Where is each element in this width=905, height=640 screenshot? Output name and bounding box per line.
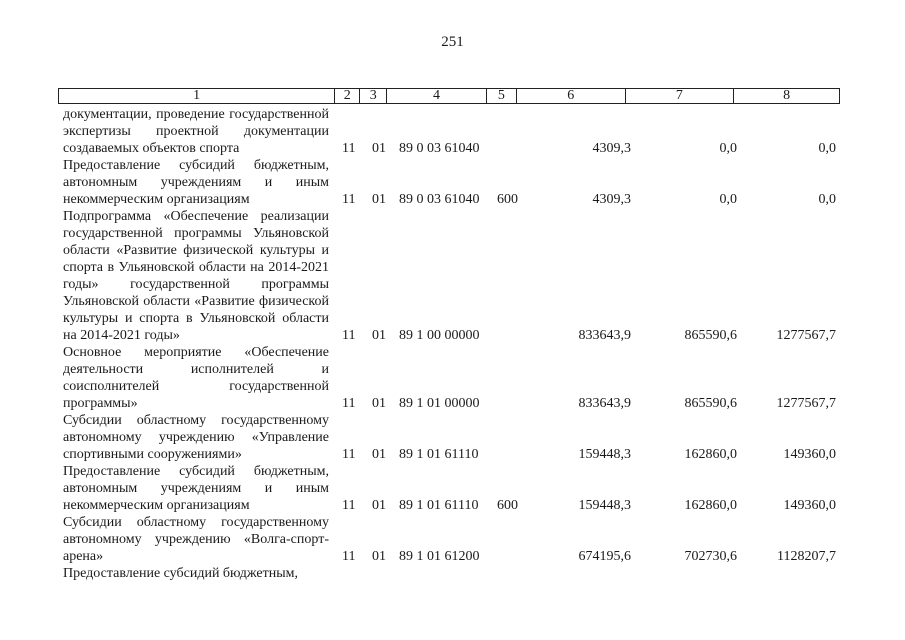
row-subsection: 01 (372, 396, 386, 411)
row-target-code: 89 1 01 61200 (399, 549, 480, 564)
table-header-row (58, 88, 840, 104)
row-value-6: 4309,3 (592, 141, 631, 156)
table-row (0, 208, 905, 344)
table-row (0, 344, 905, 412)
row-value-6: 159448,3 (578, 498, 631, 513)
row-name: Субсидии областному государственному автономному учреждению «Волга-спорт-арена» (63, 515, 329, 564)
row-value-6: 674195,6 (578, 549, 631, 564)
row-value-8: 0,0 (818, 192, 836, 207)
row-subsection: 01 (372, 192, 386, 207)
header-cell-3: 3 (360, 89, 387, 103)
row-section: 11 (342, 141, 356, 156)
row-value-7: 0,0 (719, 192, 737, 207)
row-target-code: 89 1 00 00000 (399, 328, 480, 343)
header-cell-5: 5 (487, 89, 517, 103)
row-section: 11 (342, 498, 356, 513)
header-cell-6: 6 (517, 89, 626, 103)
header-cell-1: 1 (59, 89, 335, 103)
table-row (0, 106, 905, 157)
table-row (0, 157, 905, 208)
row-value-7: 162860,0 (684, 498, 737, 513)
row-subsection: 01 (372, 328, 386, 343)
row-name: Подпрограмма «Обеспечение реализации государственной программы Ульяновской области «Развитие физической культуры и спорта в Ульяновской области на 2014-2021 годы» государственной программы Ульяновской области «Развитие физической культуры и спорта в Ульяновской области на 2014-2021 годы» (63, 209, 329, 343)
row-section: 11 (342, 192, 356, 207)
row-name: Субсидии областному государственному автономному учреждению «Управление спортивными сооружениями» (63, 413, 329, 462)
row-subsection: 01 (372, 549, 386, 564)
row-subsection: 01 (372, 141, 386, 156)
table-body (0, 106, 905, 582)
row-name: Предоставление субсидий бюджетным, автономным учреждениям и иным некоммерческим организациям (63, 158, 329, 207)
header-cell-4: 4 (387, 89, 487, 103)
row-section: 11 (342, 396, 356, 411)
row-section: 11 (342, 447, 356, 462)
row-value-7: 865590,6 (684, 328, 737, 343)
table-row (0, 565, 905, 582)
table-row (0, 463, 905, 514)
table-row (0, 514, 905, 565)
row-value-7: 702730,6 (684, 549, 737, 564)
row-value-6: 4309,3 (592, 192, 631, 207)
header-cell-8: 8 (783, 88, 791, 103)
row-subsection: 01 (372, 447, 386, 462)
row-value-8: 1277567,7 (776, 396, 836, 411)
row-name: Предоставление субсидий бюджетным, автономным учреждениям и иным некоммерческим организациям (63, 464, 329, 513)
row-name: Основное мероприятие «Обеспечение деятельности исполнителей и соисполнителей государственной программы» (63, 345, 329, 411)
row-target-code: 89 1 01 61110 (399, 447, 479, 462)
row-section: 11 (342, 328, 356, 343)
header-cell-7: 7 (626, 89, 735, 103)
row-value-7: 162860,0 (684, 447, 737, 462)
row-value-6: 159448,3 (578, 447, 631, 462)
row-target-code: 89 0 03 61040 (399, 141, 480, 156)
row-value-8: 1277567,7 (776, 328, 836, 343)
row-subsection: 01 (372, 498, 386, 513)
row-expense-type: 600 (497, 192, 518, 207)
row-value-6: 833643,9 (578, 328, 631, 343)
row-value-8: 149360,0 (783, 498, 836, 513)
row-name: документации, проведение государственной экспертизы проектной документации создаваемых объектов спорта (63, 107, 329, 156)
header-cell-2: 2 (335, 89, 360, 103)
table-row (0, 412, 905, 463)
row-value-6: 833643,9 (578, 396, 631, 411)
row-section: 11 (342, 549, 356, 564)
row-value-8: 0,0 (818, 141, 836, 156)
row-target-code: 89 0 03 61040 (399, 192, 480, 207)
row-value-8: 1128207,7 (777, 549, 836, 564)
row-value-7: 865590,6 (684, 396, 737, 411)
row-name: Предоставление субсидий бюджетным, (63, 566, 299, 581)
page-number: 251 (441, 34, 464, 50)
row-value-8: 149360,0 (783, 447, 836, 462)
row-target-code: 89 1 01 61110 (399, 498, 479, 513)
row-target-code: 89 1 01 00000 (399, 396, 480, 411)
row-expense-type: 600 (497, 498, 518, 513)
row-value-7: 0,0 (719, 141, 737, 156)
